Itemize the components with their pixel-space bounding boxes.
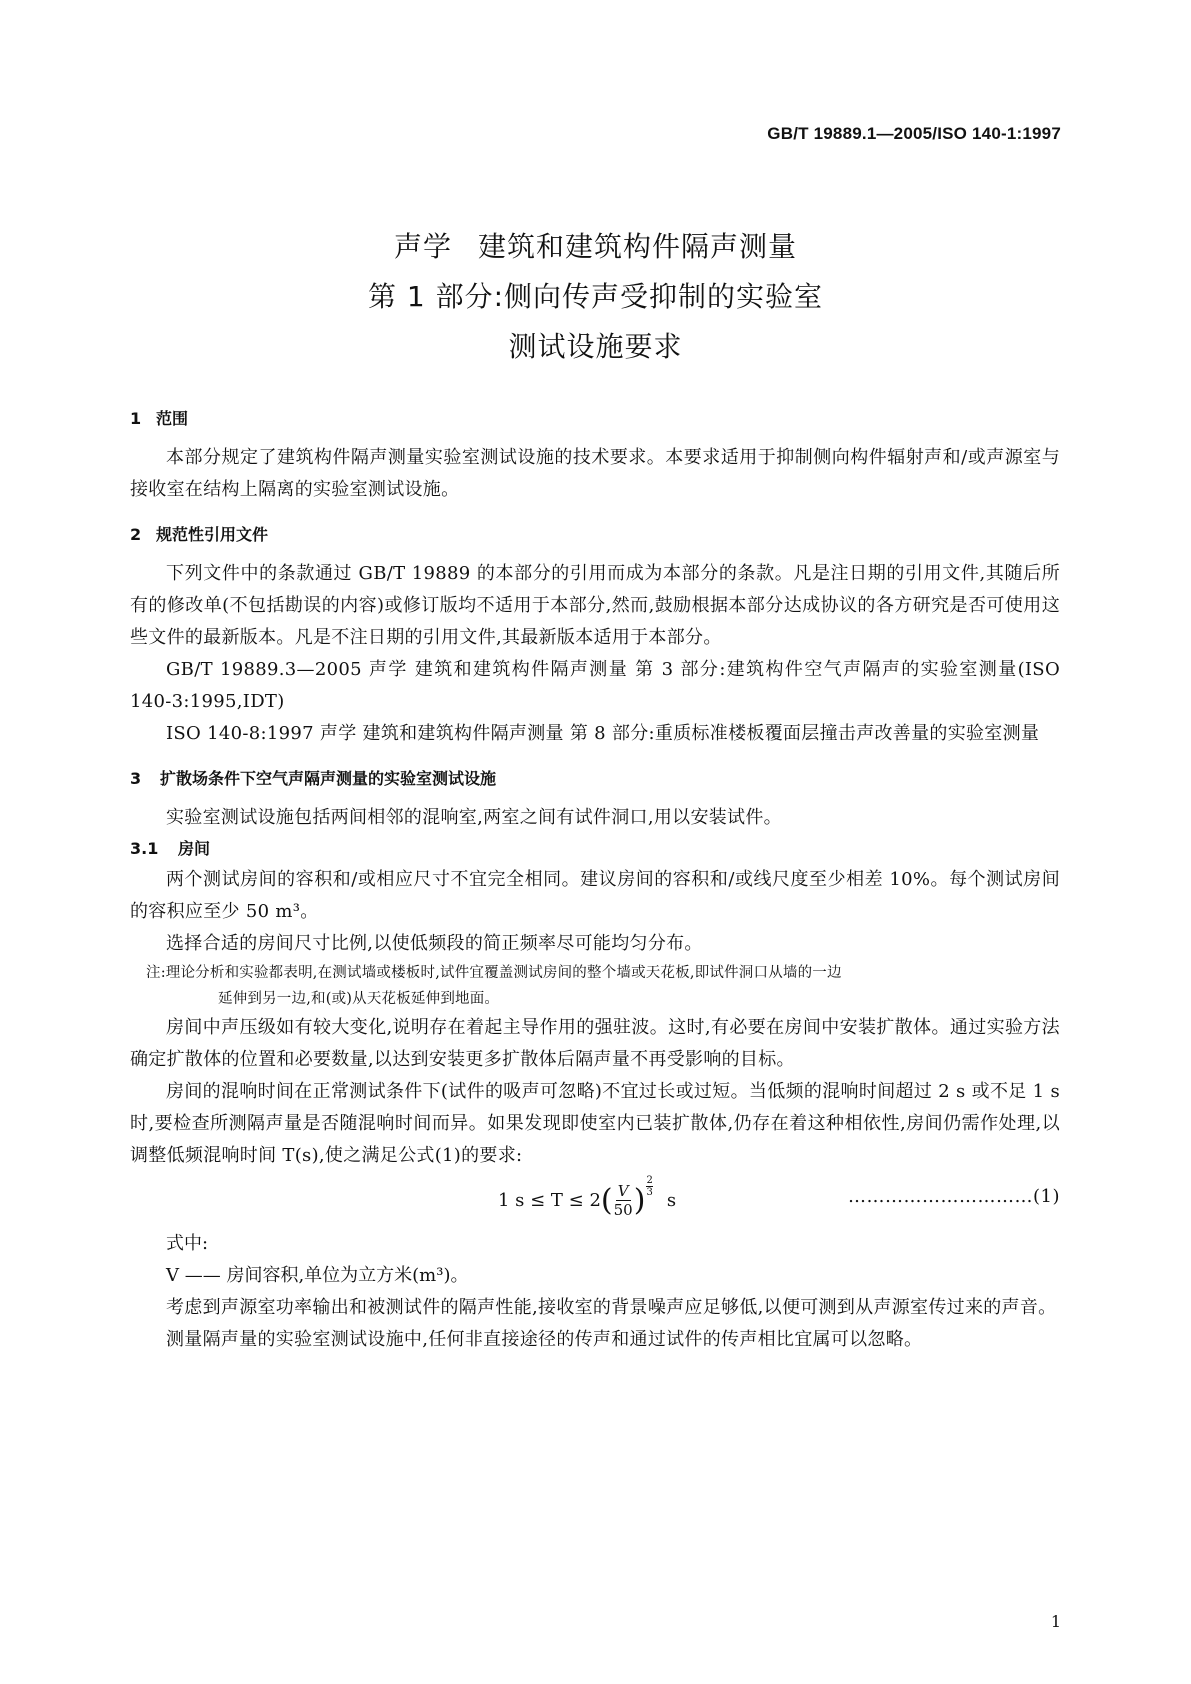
- document-title: [0, 222, 1191, 372]
- paragraph-room-ratio: 选择合适的房间尺寸比例,以使低频段的简正频率尽可能均匀分布。: [166, 933, 703, 954]
- title-line-1a: 声学: [393, 230, 452, 263]
- exponent-denominator: 3: [646, 1187, 653, 1198]
- exponent-numerator: 2: [646, 1175, 653, 1186]
- page-number: 1: [1050, 1612, 1061, 1631]
- fraction-numerator: V: [617, 1182, 629, 1200]
- section-number: 1: [130, 409, 142, 428]
- note: [130, 960, 1060, 1012]
- section-2-heading: [130, 518, 1060, 552]
- section-title: 扩散场条件下空气声隔声测量的实验室测试设施: [160, 769, 497, 788]
- section-title: 规范性引用文件: [156, 525, 269, 544]
- subsection-number: 3.1: [130, 839, 159, 858]
- section-title: 范围: [156, 409, 189, 428]
- standard-number-header: GB/T 19889.1—2005/ISO 140-1:1997: [767, 124, 1061, 143]
- where-label: 式中:: [166, 1233, 209, 1254]
- paragraph-flanking: 测量隔声量的实验室测试设施中,任何非直接途径的传声和通过试件的传声相比宜属可以忽略。: [166, 1329, 923, 1350]
- paragraph-reverberation: 房间的混响时间在正常测试条件下(试件的吸声可忽略)不宜过长或过短。当低频的混响时间超过 2 s 或不足 1 s 时,要检查所测隔声量是否随混响时间而异。如果发现即使室内已装扩散体,仍存在着这种相依性,房间仍需作处理,以调整低频混响时间 T(s),使之满足公式(1)的要求:: [130, 1081, 1060, 1166]
- formula-exponent: [646, 1175, 652, 1198]
- paragraph-diffusers: 房间中声压级如有较大变化,说明存在着起主导作用的强驻波。这时,有必要在房间中安装扩散体。通过实验方法确定扩散体的位置和必要数量,以达到安装更多扩散体后隔声量不再受影响的目标。: [130, 1017, 1060, 1070]
- paragraph-background-noise: 考虑到声源室功率输出和被测试件的隔声性能,接收室的背景噪声应足够低,以便可测到从声源室传过来的声音。: [166, 1297, 1057, 1318]
- subsection-3-1-heading: [130, 834, 1060, 864]
- subsection-title: 房间: [178, 839, 211, 858]
- title-line-1: [0, 222, 1191, 272]
- section-1-heading: [130, 402, 1060, 436]
- fraction-denominator: 50: [613, 1201, 633, 1219]
- title-line-3: 测试设施要求: [508, 330, 683, 363]
- section-3-heading: [130, 762, 1060, 796]
- normative-reference-1: GB/T 19889.3—2005 声学 建筑和建筑构件隔声测量 第 3 部分:建筑构件空气声隔声的实验室测量(ISO 140-3:1995,IDT): [130, 659, 1060, 712]
- title-line-2: 第 1 部分:侧向传声受抑制的实验室: [367, 280, 824, 313]
- normative-reference-2: ISO 140-8:1997 声学 建筑和建筑构件隔声测量 第 8 部分:重质标准楼板覆面层撞击声改善量的实验室测量: [166, 723, 1040, 744]
- section-1-paragraph: 本部分规定了建筑构件隔声测量实验室测试设施的技术要求。本要求适用于抑制侧向构件辐射声和/或声源室与接收室在结构上隔离的实验室测试设施。: [130, 447, 1060, 500]
- document-body: [130, 402, 1060, 1356]
- equation-number: …………………………(1): [848, 1186, 1060, 1207]
- section-3-paragraph: 实验室测试设施包括两间相邻的混响室,两室之间有试件洞口,用以安装试件。: [166, 807, 782, 828]
- title-line-1b: 建筑和建筑构件隔声测量: [478, 230, 798, 263]
- formula-unit: s: [666, 1190, 677, 1211]
- note-line-2: 延伸到另一边,和(或)从天花板延伸到地面。: [218, 991, 500, 1007]
- note-line-1: 注:理论分析和实验都表明,在测试墙或楼板时,试件宜覆盖测试房间的整个墙或天花板,即试件洞口从墙的一边: [146, 965, 842, 981]
- paragraph-room-volume: 两个测试房间的容积和/或相应尺寸不宜完全相同。建议房间的容积和/或线尺度至少相差 10%。每个测试房间的容积应至少 50 m³。: [130, 869, 1060, 922]
- formula-1: 1 s ≤ T ≤ 2 ( $\frac{V}{50}$ ) $\frac{2}{3}$ s …………………………(1): [498, 1175, 1060, 1219]
- section-2-paragraph: 下列文件中的条款通过 GB/T 19889 的本部分的引用而成为本部分的条款。凡是注日期的引用文件,其随后所有的修改单(不包括勘误的内容)或修订版均不适用于本部分,然而,鼓励根据本部分达成协议的各方研究是否可使用这些文件的最新版本。凡是不注日期的引用文件,其最新版本适用于本部分。: [130, 563, 1060, 648]
- section-number: 2: [130, 525, 142, 544]
- definition-v: V —— 房间容积,单位为立方米(m³)。: [166, 1265, 469, 1286]
- formula-lhs: 1 s ≤ T ≤ 2: [498, 1190, 601, 1211]
- section-number: 3: [130, 769, 142, 788]
- formula-fraction: [614, 1182, 633, 1219]
